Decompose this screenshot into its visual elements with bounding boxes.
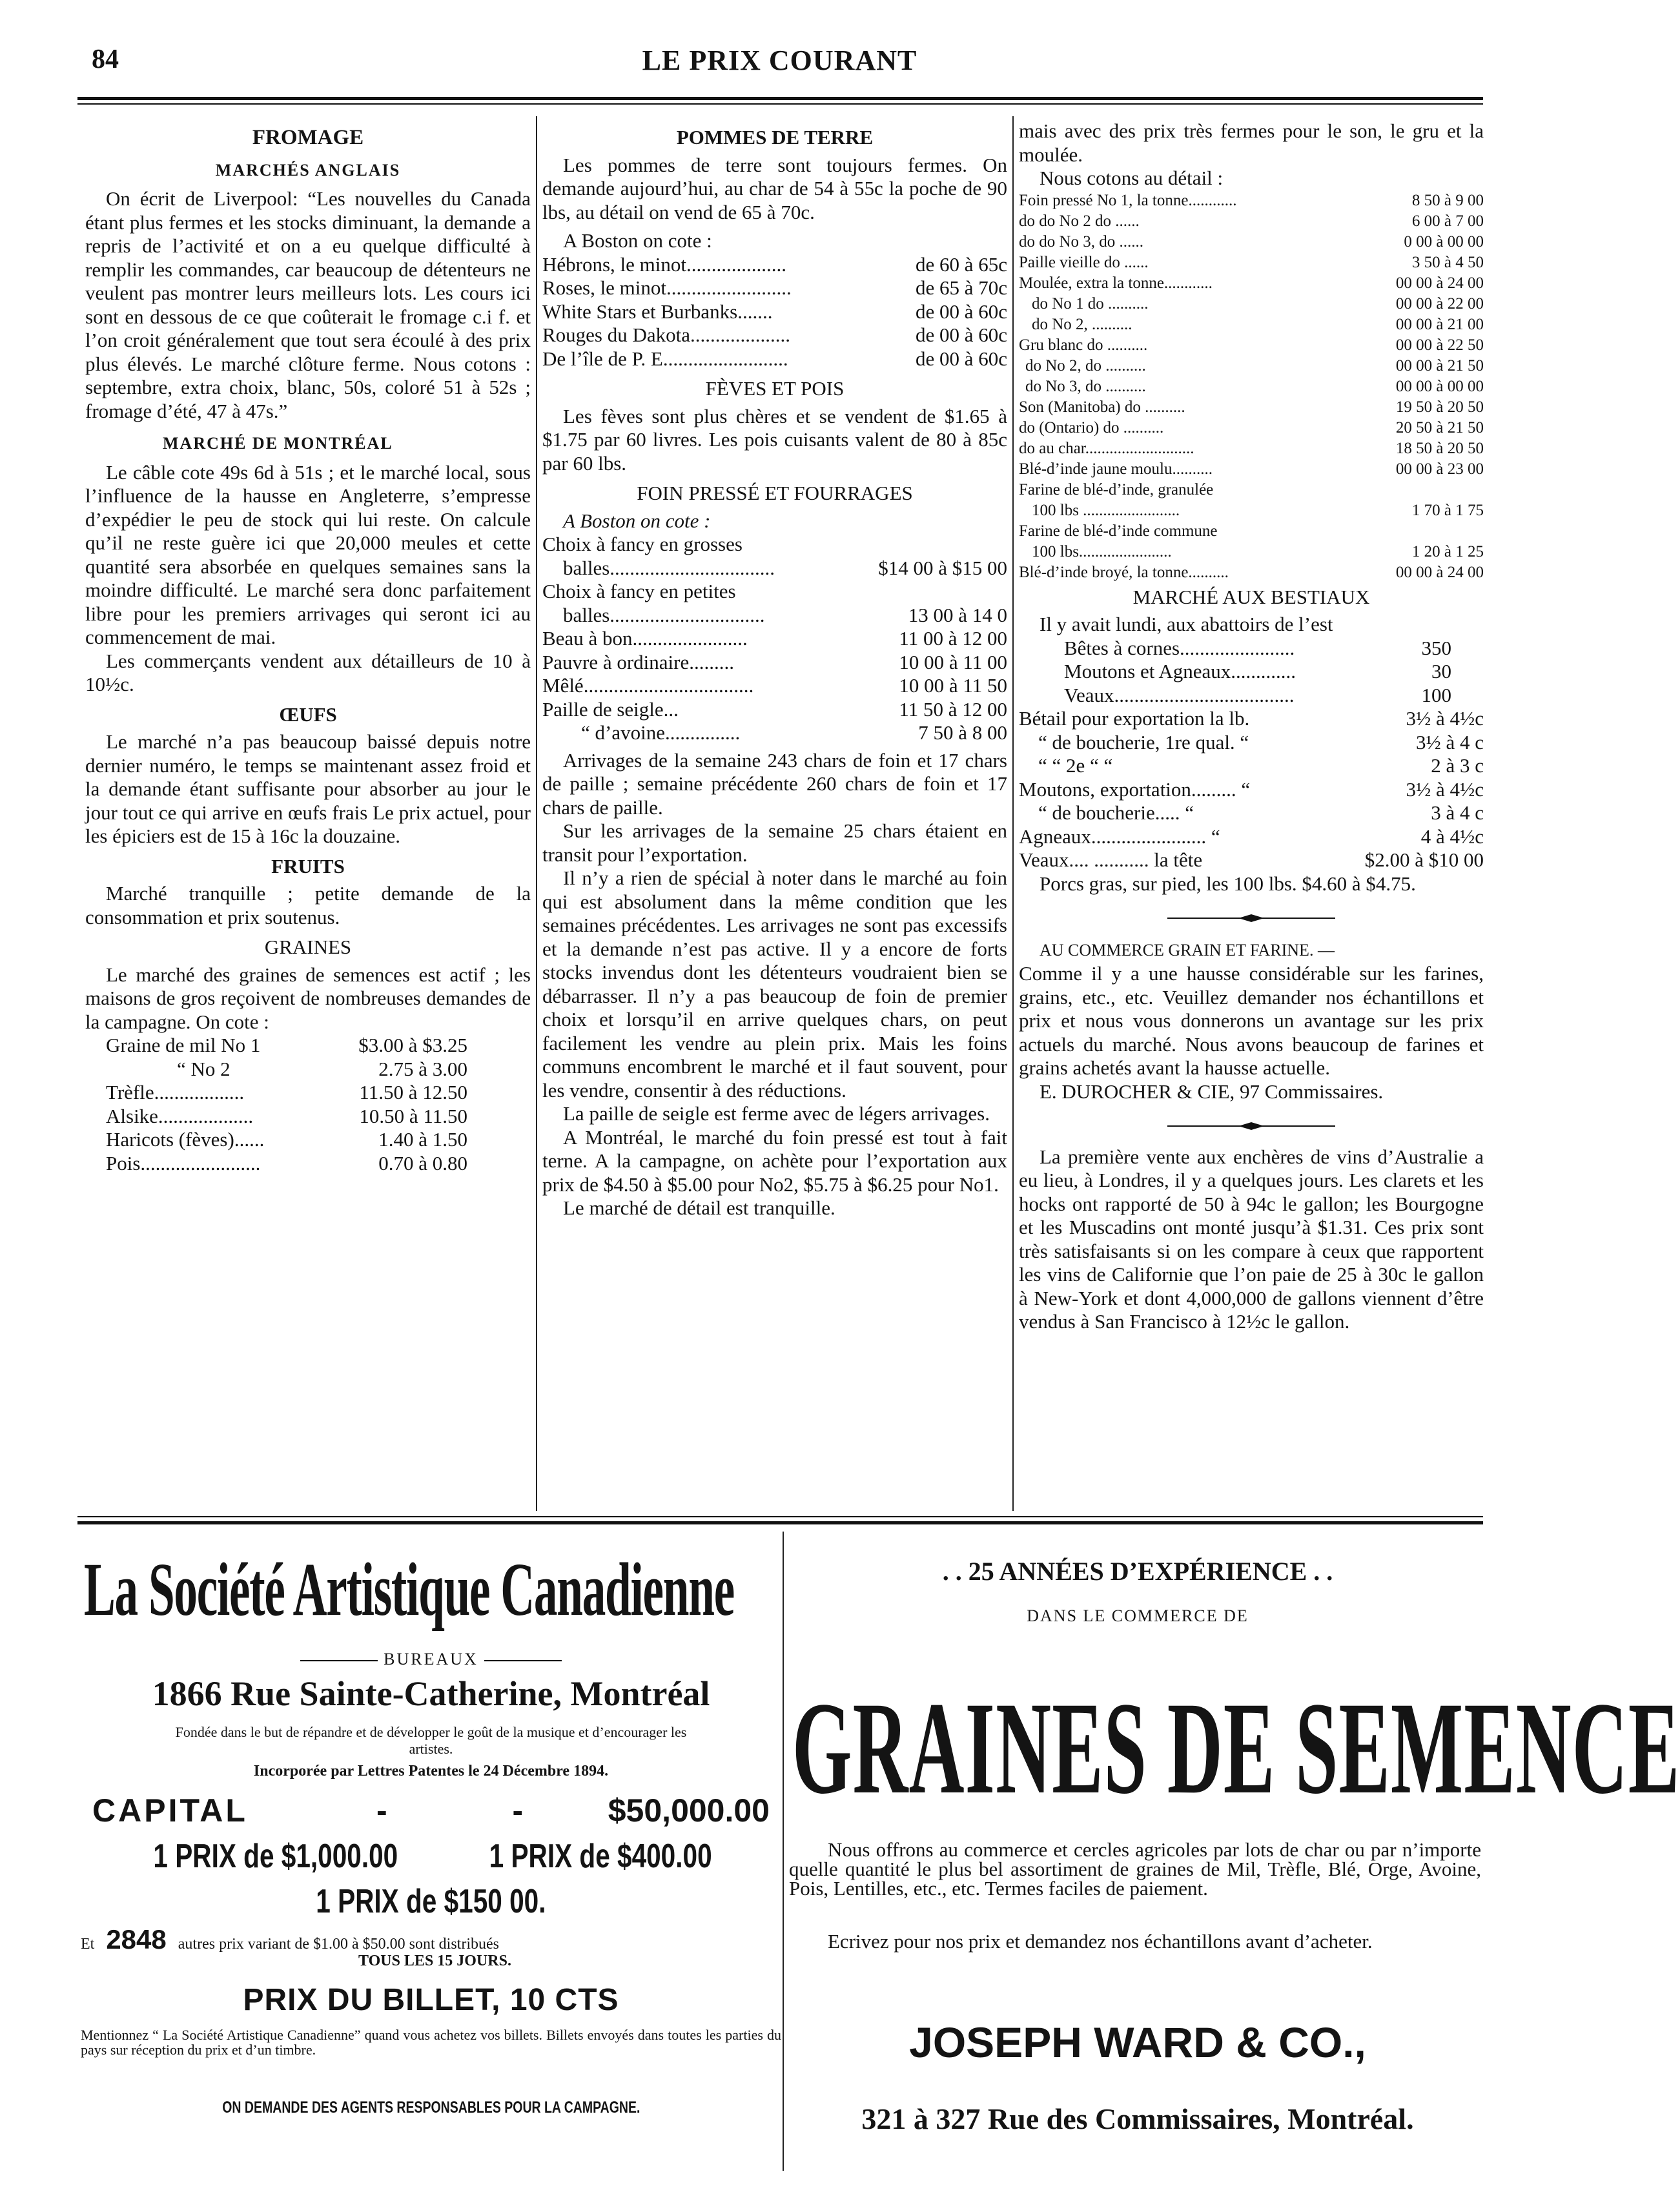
price-value: 8 50 à 9 00 <box>1411 191 1484 209</box>
price-label: do No 2, .......... <box>1032 315 1132 333</box>
feves-heading: FÈVES ET POIS <box>705 377 845 400</box>
marche-montreal-subheading: MARCHÉ DE MONTRÉAL <box>163 434 393 453</box>
table-row <box>1019 480 1484 500</box>
agents-text: ON DEMANDE DES AGENTS RESPONSABLES POUR LA CAMPAGNE. <box>221 2098 640 2117</box>
table-row <box>1019 562 1484 583</box>
table-row <box>542 253 1007 277</box>
price-value: $3.00 à $3.25 <box>358 1034 467 1056</box>
price-label: do (Ontario) do .......... <box>1019 418 1164 436</box>
ads-rule-thin <box>77 1516 1483 1517</box>
company-address: 321 à 327 Rue des Commissaires, Montréal. <box>861 2102 1414 2135</box>
table-row <box>542 557 1007 580</box>
price-label: Trèfle.................. <box>106 1081 245 1103</box>
table-row <box>1064 637 1451 661</box>
price-value: 00 00 à 24 00 <box>1395 563 1484 581</box>
price-value: 00 00 à 23 00 <box>1395 460 1484 478</box>
prize-line-1 <box>81 1837 781 1876</box>
table-row <box>1019 438 1484 459</box>
montreal-foin-paragraph: A Montréal, le marché du foin pressé est tout à fait terne. A la campagne, on achète pour l’exportation aux prix de $4.50 à $5.00 pour No2, $5.75 à $6.25 pour No1. <box>542 1125 1007 1196</box>
table-row <box>1019 190 1484 211</box>
column-2 <box>542 119 1007 1511</box>
bureaux-line <box>81 1650 781 1669</box>
bureaux-rule <box>484 1660 562 1661</box>
price-label: “ d’avoine............... <box>581 721 741 744</box>
fromage-heading: FROMAGE <box>252 126 364 149</box>
foin-heading: FOIN PRESSÉ ET FOURRAGES <box>637 482 913 504</box>
price-label: 100 lbs ........................ <box>1032 501 1180 519</box>
price-label: Rouges du Dakota.................... <box>542 323 791 346</box>
price-value: 10.50 à 11.50 <box>359 1104 467 1127</box>
ads-separator <box>783 1532 784 2171</box>
detailleurs-paragraph: Les commerçants vendent aux détailleurs de 10 à 10½c. <box>85 649 531 695</box>
detail-price-table <box>1019 190 1484 583</box>
price-value: 350 <box>1421 636 1451 659</box>
table-row <box>106 1128 467 1152</box>
price-label: Agneaux....................... “ <box>1019 825 1220 848</box>
tous-les-jours: TOUS LES 15 JOURS. <box>358 1953 511 1969</box>
autres-label: autres prix variant de $1.00 à $50.00 sont distribués <box>178 1936 500 1953</box>
table-row <box>1019 335 1484 356</box>
price-value: 1 70 à 1 75 <box>1411 501 1484 519</box>
ornament-rule-icon <box>1167 1122 1335 1131</box>
price-label: do do No 3, do ...... <box>1019 232 1144 251</box>
montreal-paragraph: Le câble cote 49s 6d à 51s ; et le marché local, sous l’influence de la hausse en Angleterre, s’empresse d’expédier le peu de stock qui lui reste. On calcule qu’il ne reste guère ici que 20,000 meules et cette quantité sera absorbée en quelques semaines sans la moindre difficulté. Le marché sera donc parfaitement libre pour les premiers arrivages qui seront ici au commencement de mai. <box>85 460 531 648</box>
price-value: 1 20 à 1 25 <box>1411 542 1484 560</box>
table-row <box>542 627 1007 651</box>
mention-paragraph: Mentionnez “ La Société Artistique Canadienne” quand vous achetez vos billets. Billets envoyés dans toutes les parties du pays sur réception du prix et d’un timbre. <box>81 2027 781 2058</box>
advert-founded: Fondée dans le but de répandre et de développer le goût de la musique et d’encourager les artistes. <box>175 1724 687 1757</box>
table-row <box>1019 418 1484 438</box>
table-row <box>106 1081 467 1105</box>
son-paragraph: mais avec des prix très fermes pour le son, le gru et la moulée. <box>1019 119 1484 166</box>
price-label: do No 2, do .......... <box>1025 356 1146 374</box>
capital-dashes: - - <box>376 1792 582 1829</box>
table-row <box>542 347 1007 371</box>
price-value: 7 50 à 8 00 <box>918 721 1007 744</box>
foin-price-table <box>542 533 1007 745</box>
arrivages-paragraph: Arrivages de la semaine 243 chars de foin et 17 chars de paille ; semaine précédente 260 chars de foin et 17 chars de paille. <box>542 748 1007 819</box>
pommes-heading: POMMES DE TERRE <box>676 126 874 149</box>
column-separator <box>536 116 537 1511</box>
ornament-rule-icon <box>1167 914 1335 923</box>
price-value: 00 00 à 21 00 <box>1395 315 1484 333</box>
price-value: 10 00 à 11 50 <box>899 674 1007 697</box>
fruits-paragraph: Marché tranquille ; petite demande de la consommation et prix soutenus. <box>85 882 531 928</box>
ecrivez-paragraph: Ecrivez pour nos prix et demandez nos échantillons avant d’acheter. <box>828 1930 1373 1953</box>
column-separator <box>1012 116 1014 1511</box>
table-row <box>1019 397 1484 418</box>
paille-paragraph: La paille de seigle est ferme avec de légers arrivages. <box>563 1102 990 1125</box>
company-name: JOSEPH WARD & CO., <box>909 2018 1366 2066</box>
column-3 <box>1019 119 1484 1511</box>
price-label: Paille de seigle... <box>542 697 679 721</box>
boston-line: A Boston on cote : <box>563 229 712 252</box>
prize-count: 2848 <box>106 1924 167 1954</box>
capital-line <box>92 1792 770 1831</box>
porcs-paragraph: Porcs gras, sur pied, les 100 lbs. $4.60 à $4.75. <box>1040 872 1416 895</box>
advert-address: 1866 Rue Sainte-Catherine, Montréal <box>152 1674 710 1713</box>
newspaper-title: LE PRIX COURANT <box>642 45 917 76</box>
price-value: 3 50 à 4 50 <box>1411 253 1484 271</box>
table-row <box>1019 356 1484 376</box>
table-row <box>542 651 1007 675</box>
table-row <box>542 533 1007 557</box>
price-label: Bétail pour exportation la lb. <box>1019 707 1250 730</box>
bestiaux-heading: MARCHÉ AUX BESTIAUX <box>1132 585 1370 608</box>
oeufs-paragraph: Le marché n’a pas beaucoup baissé depuis notre dernier numéro, le temps se maintenant assez froid et la demande étant suffisante pour absorber au jour le jour tout ce qui arrive en œufs frais Le prix actuel, pour les épiciers est de 15 à 16c la douzaine. <box>85 730 531 847</box>
joseph-ward-advert <box>789 1530 1680 2176</box>
table-row <box>106 1058 467 1082</box>
table-row <box>1019 211 1484 232</box>
price-label: Blé-d’inde broyé, la tonne.......... <box>1019 563 1229 581</box>
price-value <box>841 533 1007 557</box>
ornament-divider <box>1019 1113 1484 1136</box>
graines-paragraph: Le marché des graines de semences est actif ; les maisons de gros reçoivent de nombreuses demandes de la campagne. On cote : <box>85 963 531 1033</box>
price-value: 3 à 4 c <box>1431 801 1484 824</box>
price-label: Son (Manitoba) do .......... <box>1019 398 1185 416</box>
et-label: Et <box>81 1936 95 1953</box>
table-row <box>1019 542 1484 562</box>
oeufs-heading: ŒUFS <box>279 703 337 726</box>
table-row <box>1019 707 1484 731</box>
prix-billet: PRIX DU BILLET, 10 CTS <box>243 1983 619 2017</box>
price-value: de 00 à 60c <box>915 347 1007 370</box>
price-value: 30 <box>1431 660 1451 682</box>
table-row <box>1019 294 1484 314</box>
offer-paragraph: Nous offrons au commerce et cercles agricoles par lots de char ou par n’importe quelle quantité le plus bel assortiment de graines de Mil, Trèfle, Blé, Orge, Avoine, Pois, Lentilles, etc., etc. Termes faciles de paiement. <box>789 1838 1481 1900</box>
price-value: de 65 à 70c <box>915 276 1007 299</box>
price-label: Gru blanc do .......... <box>1019 336 1148 354</box>
price-label: “ de boucherie..... “ <box>1038 801 1194 824</box>
price-label: Moulée, extra la tonne............ <box>1019 274 1213 292</box>
price-value: de 60 à 65c <box>915 252 1007 276</box>
ornament-divider <box>1019 905 1484 928</box>
price-label: Moutons et Agneaux............. <box>1064 660 1296 682</box>
price-label: Blé-d’inde jaune moulu.......... <box>1019 460 1213 478</box>
price-label: White Stars et Burbanks....... <box>542 300 773 323</box>
table-row <box>1019 459 1484 480</box>
table-row <box>542 604 1007 628</box>
price-value: 100 <box>1421 683 1451 706</box>
pommes-price-table <box>542 253 1007 371</box>
table-row <box>1019 500 1484 521</box>
price-value: 00 00 à 22 00 <box>1395 294 1484 313</box>
table-row <box>106 1152 467 1176</box>
price-value: 0 00 à 00 00 <box>1404 232 1484 251</box>
price-label: Haricots (fèves)...... <box>106 1128 265 1151</box>
commerce-paragraph: Comme il y a une hausse considérable sur les farines, grains, etc., etc. Veuillez demander nos échantillons et prix et nous vous donnerons un avantage sur les prix actuels du marché. Nous avons beaucoup de farines et grains achetés avant la hausse actuelle. <box>1019 962 1484 1079</box>
agents-line <box>81 2098 781 2117</box>
price-label: Bêtes à cornes....................... <box>1064 636 1295 659</box>
feves-paragraph: Les fèves sont plus chères et se vendent de $1.65 à $1.75 par 60 livres. Les pois cuisants valent de 80 à 85c par 60 lbs. <box>542 404 1007 475</box>
vins-paragraph: La première vente aux enchères de vins d’Australie a eu lieu, à Londres, il y a quelques jours. Les clarets et les hocks ont rapporté de 50 à 94c le gallon; les Bourgogne et les Muscadins ont monté jusqu’à $1.31. Ces prix sont très satisfaisants si on les compare à ceux que rapportent les vins de Californie que l’on paie de 25 à 30c le gallon à New-York et dont 4,000,000 de gallons viennent d’être vendus à San Francisco à 12½c le gallon. <box>1019 1145 1484 1333</box>
price-label: Veaux.................................... <box>1064 683 1295 706</box>
price-value: 00 00 à 22 50 <box>1395 336 1484 354</box>
ads-rule-thick <box>77 1521 1483 1524</box>
table-row <box>1019 801 1484 825</box>
table-row <box>1064 660 1451 684</box>
price-label: Hébrons, le minot.................... <box>542 252 786 276</box>
advert-incorporated: Incorporée par Lettres Patentes le 24 Décembre 1894. <box>253 1763 609 1779</box>
page-number: 84 <box>92 45 119 74</box>
table-row <box>106 1034 467 1058</box>
price-value: $2.00 à $10 00 <box>1364 848 1484 871</box>
price-value: 11.50 à 12.50 <box>359 1081 467 1103</box>
marche-foin-paragraph: Il n’y a rien de spécial à noter dans le marché au foin qui est absolument dans la même condition que les semaines précédentes. Les arrivages ne sont pas excessifs et la demande n’est pas active. Il y a encore de forts stocks invendus dont les détenteurs voudraient bien se débarrasser. Il n’y a pas beaucoup de foin de premier choix et lorsqu’il en arrive quelques chars, on peut facilement les vendre au plein prix. Mais les foins communs encombrent le marché et il faut souvent, pour les vendre, consentir à des réductions. <box>542 867 1007 1102</box>
autres-prix-line <box>81 1924 781 1954</box>
price-value: 6 00 à 7 00 <box>1411 212 1484 230</box>
price-label: De l’île de P. E......................... <box>542 347 788 370</box>
table-row <box>542 674 1007 698</box>
price-label: Roses, le minot......................... <box>542 276 792 299</box>
price-label: balles............................... <box>563 603 765 626</box>
prize-150: 1 PRIX de $150 00. <box>316 1883 546 1920</box>
table-row <box>542 300 1007 324</box>
table-row <box>1019 754 1484 778</box>
price-value: 3½ à 4 c <box>1415 730 1484 754</box>
price-label: do au char........................... <box>1019 439 1194 457</box>
detail-paragraph: Le marché de détail est tranquille. <box>563 1196 835 1219</box>
abattoirs-line: Il y avait lundi, aux abattoirs de l’est <box>1040 613 1333 635</box>
price-value: 18 50 à 20 50 <box>1395 439 1484 457</box>
table-row <box>1019 252 1484 273</box>
price-value: 20 50 à 21 50 <box>1395 418 1484 436</box>
table-row <box>1019 778 1484 802</box>
price-value: de 00 à 60c <box>915 323 1007 346</box>
price-label: do No 1 do .......... <box>1032 294 1149 313</box>
price-label: “ de boucherie, 1re qual. “ <box>1038 730 1249 754</box>
annees-experience: . . 25 ANNÉES D’EXPÉRIENCE . . <box>942 1557 1333 1586</box>
price-label: do No 3, do .......... <box>1025 377 1146 395</box>
price-value: 2.75 à 3.00 <box>378 1057 467 1080</box>
running-head <box>77 40 1482 79</box>
price-label: Paille vieille do ...... <box>1019 253 1149 271</box>
fruits-heading: FRUITS <box>271 854 345 877</box>
price-value: 10 00 à 11 00 <box>899 650 1007 673</box>
advert-title: La Société Artistique Canadienne <box>84 1547 734 1632</box>
price-label: 100 lbs....................... <box>1032 542 1172 560</box>
pommes-paragraph: Les pommes de terre sont toujours fermes. On demande aujourd’hui, au char de 54 à 55c la poche de 90 lbs, au détail on vend de 65 à 70c. <box>542 153 1007 223</box>
price-value <box>841 580 1007 604</box>
price-label: Pauvre à ordinaire......... <box>542 650 734 673</box>
bureaux-label: BUREAUX <box>384 1650 478 1668</box>
price-value: 13 00 à 14 0 <box>908 603 1007 626</box>
price-value: 2 à 3 c <box>1431 754 1484 777</box>
table-row <box>1064 684 1451 708</box>
bestiaux-count-table <box>1064 637 1451 708</box>
table-row <box>542 580 1007 604</box>
table-row <box>542 276 1007 300</box>
table-row <box>1019 521 1484 542</box>
fromage-paragraph: On écrit de Liverpool: “Les nouvelles du Canada étant plus fermes et les stocks diminuant, la demande a repris de l’activité et on a eu quelque difficulté à remplir les commandes, car beaucoup de détenteurs ne veulent pas montrer leurs meilleurs lots. Les cours ici sont en dessous de ce que coûterait le fromage c.i f. et l’on croit généralement que tout sera écoulé à des prix plus élevés. Le marché clôture ferme. Nous cotons : septembre, extra choix, blanc, 50s, coloré 51 à 52s ; fromage d’été, 47 à 47s.” <box>85 187 531 422</box>
column-1 <box>85 119 531 1511</box>
betail-price-table <box>1019 707 1484 872</box>
table-row <box>1019 376 1484 397</box>
price-label: Alsike................... <box>106 1104 254 1127</box>
price-label: Choix à fancy en petites <box>542 580 736 602</box>
table-row <box>542 323 1007 347</box>
price-value: 0.70 à 0.80 <box>378 1151 467 1174</box>
table-row <box>542 721 1007 745</box>
price-label: “ No 2 <box>177 1057 230 1080</box>
price-value <box>1350 480 1484 500</box>
price-label: Farine de blé-d’inde commune <box>1019 522 1218 540</box>
capital-label: CAPITAL <box>92 1792 248 1829</box>
price-value: 00 00 à 00 00 <box>1395 377 1484 395</box>
price-value: 3½ à 4½c <box>1406 777 1484 801</box>
durocher-signature: E. DUROCHER & CIE, 97 Commissaires. <box>1040 1080 1384 1103</box>
price-value: 3½ à 4½c <box>1406 707 1484 730</box>
price-value: de 00 à 60c <box>915 300 1007 323</box>
graines-heading: GRAINES <box>264 936 352 958</box>
price-label: Mêlé.................................. <box>542 674 754 697</box>
table-row <box>1019 314 1484 335</box>
price-label: Foin pressé No 1, la tonne............ <box>1019 191 1237 209</box>
price-value <box>1350 521 1484 542</box>
price-label: Beau à bon....................... <box>542 627 748 650</box>
price-value: 11 00 à 12 00 <box>899 627 1007 650</box>
prize-line-2 <box>81 1882 781 1921</box>
marches-anglais-subheading: MARCHÉS ANGLAIS <box>215 160 401 179</box>
table-row <box>1019 273 1484 294</box>
price-value: 19 50 à 20 50 <box>1395 398 1484 416</box>
price-value: 00 00 à 21 50 <box>1395 356 1484 374</box>
table-row <box>1019 848 1484 872</box>
table-row <box>1019 825 1484 849</box>
price-label: do do No 2 do ...... <box>1019 212 1140 230</box>
header-rule <box>77 97 1483 100</box>
prize-400: 1 PRIX de $400.00 <box>489 1838 712 1875</box>
capital-value: $50,000.00 <box>608 1792 770 1829</box>
graines-semence-title: GRAINES DE SEMENCE <box>792 1675 1680 1821</box>
societe-artistique-advert <box>81 1530 781 2176</box>
table-row <box>542 698 1007 722</box>
price-label: Moutons, exportation......... “ <box>1019 777 1251 801</box>
price-value: 1.40 à 1.50 <box>378 1128 467 1151</box>
boston-line-2: A Boston on cote : <box>563 509 711 532</box>
price-label: Veaux.... ........... la tête <box>1019 848 1203 871</box>
table-row <box>106 1105 467 1129</box>
dans-commerce: DANS LE COMMERCE DE <box>1027 1606 1249 1625</box>
price-label: Farine de blé-d’inde, granulée <box>1019 480 1214 498</box>
commerce-heading: AU COMMERCE GRAIN ET FARINE. — <box>1040 940 1335 959</box>
price-value: 00 00 à 24 00 <box>1395 274 1484 292</box>
price-label: “ “ 2e “ “ <box>1038 754 1113 777</box>
table-row <box>1019 731 1484 755</box>
transit-paragraph: Sur les arrivages de la semaine 25 chars étaient en transit pour l’exportation. <box>542 819 1007 866</box>
prize-1000: 1 PRIX de $1,000.00 <box>153 1838 398 1875</box>
cotons-line: Nous cotons au détail : <box>1040 167 1224 189</box>
header-rule-thin <box>77 103 1483 105</box>
price-value: 11 50 à 12 00 <box>899 697 1007 721</box>
price-label: Graine de mil No 1 <box>106 1034 261 1056</box>
table-row <box>1019 232 1484 252</box>
price-label: Choix à fancy en grosses <box>542 533 743 555</box>
price-label: Pois........................ <box>106 1151 261 1174</box>
bureaux-rule <box>300 1660 378 1661</box>
price-label: balles................................. <box>563 556 775 579</box>
price-value: $14 00 à $15 00 <box>878 556 1007 579</box>
price-value: 4 à 4½c <box>1420 825 1484 848</box>
graines-price-table <box>106 1034 467 1175</box>
